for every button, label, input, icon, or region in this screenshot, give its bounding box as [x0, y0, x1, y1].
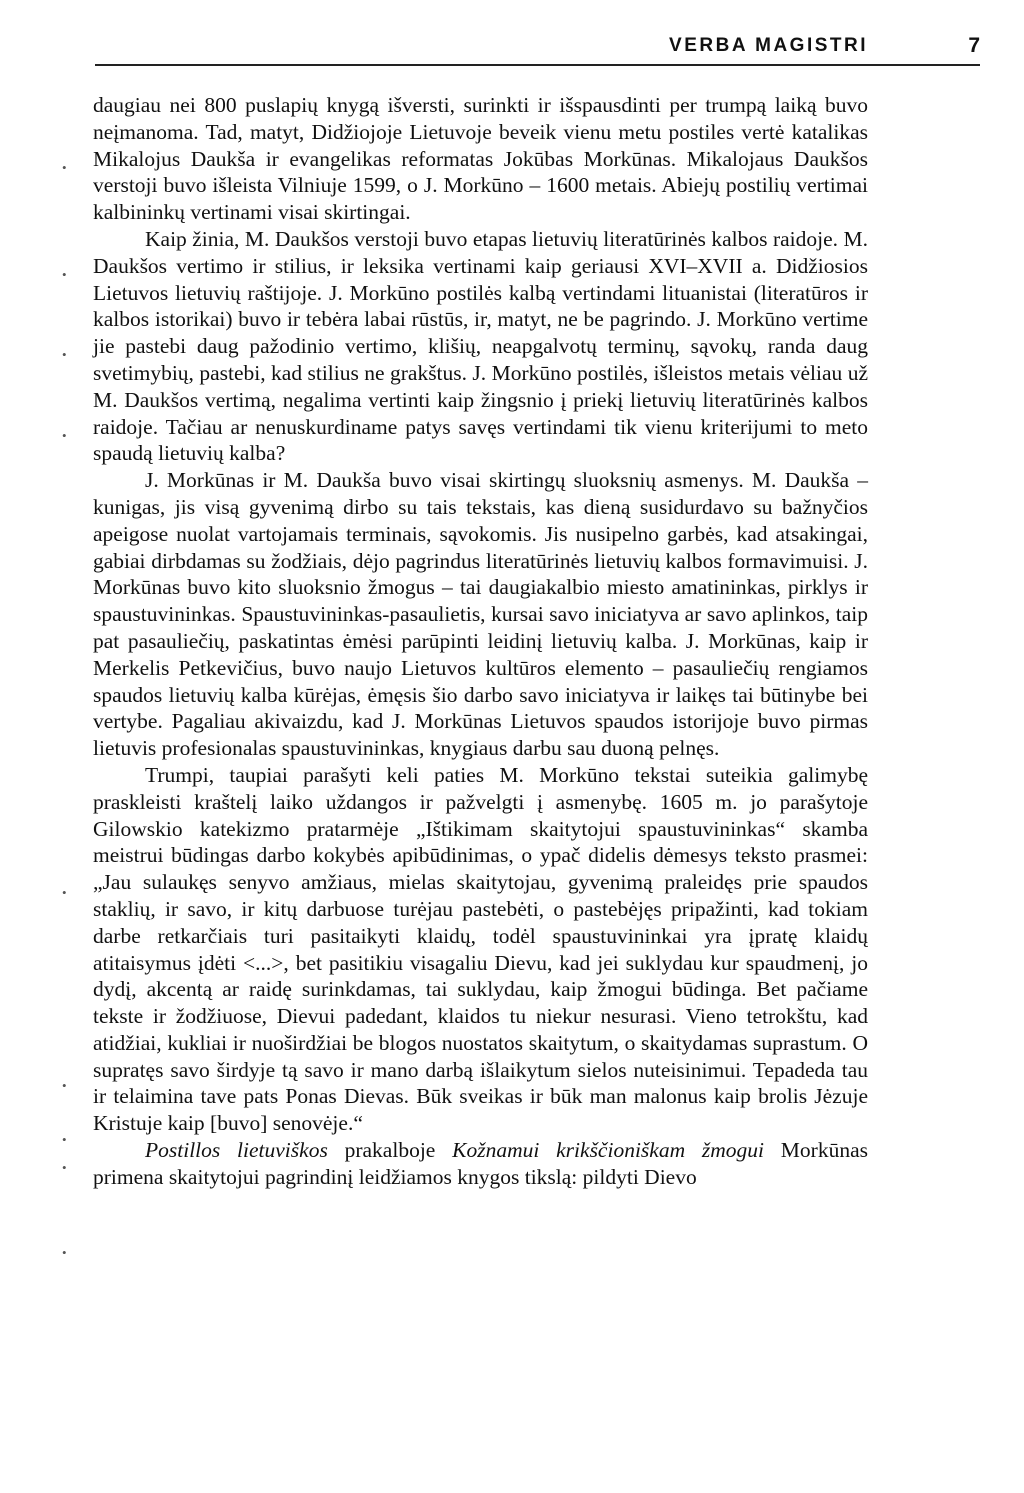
margin-mark: •: [62, 267, 67, 282]
margin-mark: •: [62, 1078, 67, 1093]
margin-mark: •: [62, 347, 67, 362]
paragraph-4: Trumpi, taupiai parašyti keli paties M. Morkūno tekstai suteikia galimybę praskleisti kraštelį laiko uždangos ir pažvelgti į asmenybę. 1605 m. jo parašytoje Gilowskio katekizmo pratarmėje „Ištikimam skaitytojui spaustuvininkas“ skamba meistrui būdingas darbo kokybės apibūdinimas, o ypač didelis dėmesys teksto prasmei: „Jau sulaukęs senyvo amžiaus, mielas skaitytojau, gyvenimą praleidęs prie spaudos staklių, ir savo, ir kitų darbuose turėjau pastebėti, o pastebėjęs pripažinti, kad tokiam darbe retkarčiais turi pasitaikyti klaidų, todėl spaustuvininkai yra įpratę klaidų atitaisymus įdėti <...>, bet pasitikiu visagaliu Dievu, kad jei suklydau kur spaudmenį, jo dydį, akcentą ar raidę surinkdamas, tai suklydau, kaip žmogui būdinga. Bet pačiame tekste ir žodžiuose, Dievui padedant, klaidos tu niekur nesurasi. Vieno tetrokštu, kad atidžiai, kukliai ir nuoširdžiai be blogos nuostatos skaitytum, o skaitydamas suprastum. O supratęs savo širdyje tą savo ir mano darbą išlaikytum sielos nuteisinimui. Tepadeda tau ir telaimina tave pats Ponas Dievas. Būk sveikas ir būk man malonus kaip brolis Jėzuje Kristuje kaip [buvo] senovėje.“: [93, 762, 868, 1136]
body-text: [93, 92, 868, 1191]
margin-mark: •: [62, 160, 67, 175]
running-title: VERBA MAGISTRI: [669, 35, 868, 56]
paragraph-5-text-a: prakalboje: [327, 1138, 453, 1163]
paragraph-5-text-b: Morkūnas primena skaitytojui pagrindinį leidžiamos knygos tikslą: pildyti Dievo: [93, 1138, 868, 1189]
paragraph-1: daugiau nei 800 puslapių knygą išversti, surinkti ir išspausdinti per trumpą laiką buvo neįmanoma. Tad, matyt, Didžiojoje Lietuvoje beveik vienu metu postiles vertė katalikas Mikalojus Daukša ir evangelikas reformatas Jokūbas Morkūnas. Mikalojaus Daukšos verstoji buvo išleista Vilniuje 1599, o J. Morkūno – 1600 metais. Abiejų postilių vertimai kalbininkų vertinami visai skirtingai.: [93, 93, 868, 225]
book-title-postillos: Postillos lietuviškos: [145, 1138, 328, 1163]
margin-mark: •: [62, 885, 67, 900]
margin-mark: •: [62, 1160, 67, 1175]
paragraph-3: J. Morkūnas ir M. Daukša buvo visai skirtingų sluoksnių asmenys. M. Daukša – kunigas, jis visą gyvenimą dirbo su tais tekstais, kas dieną susidurdavo su bažnyčios apeigose nuolat vartojamais terminais, sąvokomis. Jis nusipelno garbės, kad atsakingai, gabiai dirbdamas su žodžiais, dėjo pagrindus literatūrinės lietuvių kalbos formavimuisi. J. Morkūnas buvo kito sluoksnio žmogus – tai daugiakalbio miesto amatininkas, pirklys ir spaustuvininkas. Spaustuvininkas-pasaulietis, kursai savo iniciatyva ar savo aplinkos, taip pat pasauliečių, paskatintas ėmėsi parūpinti leidinį lietuvių kalba. J. Morkūnas, kaip ir Merkelis Petkevičius, buvo naujo Lietuvos kultūros elemento – pasauliečių rengiamos spaudos lietuvių kalba kūrėjas, ėmęsis šio darbo savo iniciatyva ir laikęs tai būtinybe bei vertybe. Pagaliau akivaizdu, kad J. Morkūnas Lietuvos spaudos istorijoje buvo pirmas lietuvis profesionalas spaustuvininkas, knygiaus darbu sau duoną pelnęs.: [93, 468, 868, 761]
page-header: [95, 34, 980, 66]
margin-mark: •: [62, 1245, 67, 1260]
margin-mark: •: [62, 1132, 67, 1147]
page-number: 7: [968, 34, 980, 57]
paragraph-5: [93, 1137, 868, 1191]
margin-mark: •: [62, 428, 67, 443]
paragraph-2: Kaip žinia, M. Daukšos verstoji buvo etapas lietuvių literatūrinės kalbos raidoje. M. Daukšos vertimo ir stilius, ir leksika vertinami kaip geriausi XVI–XVII a. Didžiosios Lietuvos lietuvių raštijoje. J. Morkūno postilės kalbą vertindami lituanistai (literatūros ir kalbos istorikai) buvo ir tebėra labai rūstūs, ir, matyt, ne be pagrindo. J. Morkūno vertime jie pastebi daug pažodinio vertimo, klišių, neapgalvotų terminų, sąvokų, randa daug svetimybių, pastebi, kad stilius ne grakštus. J. Morkūno postilės, išleistos metais vėliau už M. Daukšos vertimą, negalima vertinti kaip žingsnio į priekį lietuvių literatūrinės kalbos raidoje. Tačiau ar nenuskurdiname patys savęs vertindami tik vienu kriterijumi to meto spaudą lietuvių kalba?: [93, 226, 868, 466]
book-title-preface: Kožnamui krikščioniškam žmogui: [452, 1138, 765, 1163]
